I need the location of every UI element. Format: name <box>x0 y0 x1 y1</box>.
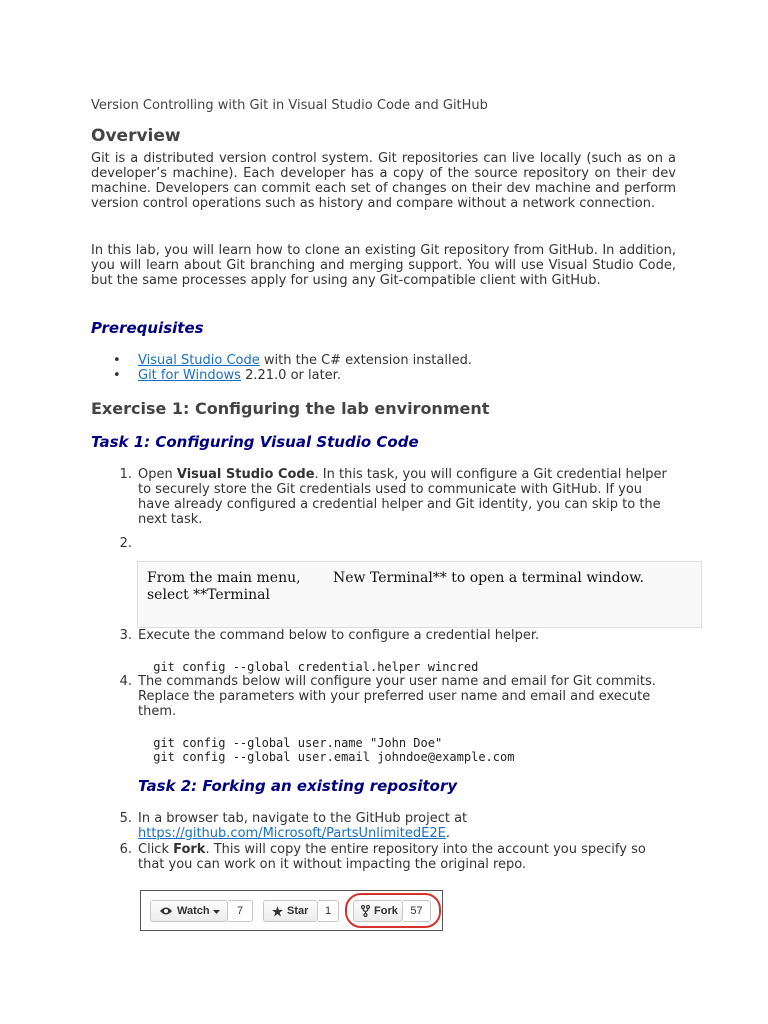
user-config-commands: git config --global user.name "John Doe" git config --global user.email johndoe@example.com <box>153 736 515 764</box>
step-number: 5. <box>119 811 132 826</box>
credential-helper-command: git config --global credential.helper wincred <box>146 660 479 674</box>
watch-button[interactable] <box>150 900 228 922</box>
eye-icon <box>159 906 173 916</box>
visual-studio-code-link[interactable]: Visual Studio Code <box>138 353 260 368</box>
step-6 <box>91 842 676 872</box>
fork-bold: Fork <box>173 842 206 857</box>
task-2-heading: Task 2: Forking an existing repository <box>138 777 458 795</box>
step-3 <box>91 628 676 643</box>
star-count[interactable]: 1 <box>318 900 339 922</box>
exercise-1-heading: Exercise 1: Configuring the lab environment <box>91 399 490 418</box>
fork-count[interactable]: 57 <box>403 900 431 922</box>
overview-paragraph-2: In this lab, you will learn how to clone an existing Git repository from GitHub. In addition, you will learn about Git branching and merging support. You will use Visual Studio Code, but the same processes apply for using any Git-compatible client with GitHub. <box>91 243 676 288</box>
instruction-note-box <box>137 561 702 628</box>
github-action-bar-screenshot <box>140 890 443 931</box>
github-repo-link[interactable]: https://github.com/Microsoft/PartsUnlimitedE2E <box>138 826 446 841</box>
git-for-windows-link[interactable]: Git for Windows <box>138 368 241 383</box>
step-text: In a browser tab, navigate to the GitHub project at https://github.com/Microsoft/PartsUnlimitedE2E. <box>138 811 468 841</box>
prerequisite-text: with the C# extension installed. <box>259 353 472 368</box>
watch-label: Watch <box>177 905 210 917</box>
note-column-2: New Terminal** to open a terminal window. <box>333 570 644 586</box>
step-text: The commands below will configure your user name and email for Git commits. Replace the parameters with your preferred user name and email and execute them. <box>138 674 656 719</box>
step-4 <box>91 674 676 719</box>
step-number: 4. <box>119 674 132 689</box>
prerequisites-list <box>91 353 472 383</box>
step-number: 2. <box>119 536 132 551</box>
document-title: Version Controlling with Git in Visual Studio Code and GitHub <box>91 98 488 113</box>
overview-heading: Overview <box>91 126 181 146</box>
prerequisite-text: 2.21.0 or later. <box>240 368 341 383</box>
star-label: Star <box>287 905 309 917</box>
fork-label: Fork <box>374 905 398 917</box>
task-1-heading: Task 1: Configuring Visual Studio Code <box>91 433 419 451</box>
step-number: 6. <box>119 842 132 857</box>
step-5 <box>91 811 676 841</box>
star-button[interactable] <box>263 900 318 922</box>
prerequisite-item <box>91 353 472 368</box>
visual-studio-code-bold: Visual Studio Code <box>176 467 315 482</box>
prerequisite-item <box>91 368 472 383</box>
step-1 <box>91 467 676 527</box>
step-2 <box>91 536 676 551</box>
step-number: 3. <box>119 628 132 643</box>
overview-paragraph-1: Git is a distributed version control system. Git repositories can live locally (such as on a developer’s machine). Each developer has a copy of the source repository on their dev machine. Developers can commit each set of changes on their dev machine and perform version control operations such as history and compare without a network connection. <box>91 151 676 211</box>
step-text: Click Fork. This will copy the entire repository into the account you specify so that you can work on it without impacting the original repo. <box>138 842 646 872</box>
watch-count[interactable]: 7 <box>228 900 253 922</box>
prerequisites-heading: Prerequisites <box>91 319 204 337</box>
step-text: Execute the command below to configure a credential helper. <box>138 628 540 643</box>
fork-highlight-circle <box>345 893 441 928</box>
star-icon <box>272 906 283 917</box>
note-column-1: From the main menu, select **Terminal <box>147 570 301 603</box>
caret-down-icon <box>213 910 220 914</box>
step-number: 1. <box>119 467 132 482</box>
step-text: Open Visual Studio Code. In this task, you will configure a Git credential helper to securely store the Git credentials used to communicate with GitHub. If you have already configured a credential helper and Git identity, you can skip to the next task. <box>138 467 667 527</box>
